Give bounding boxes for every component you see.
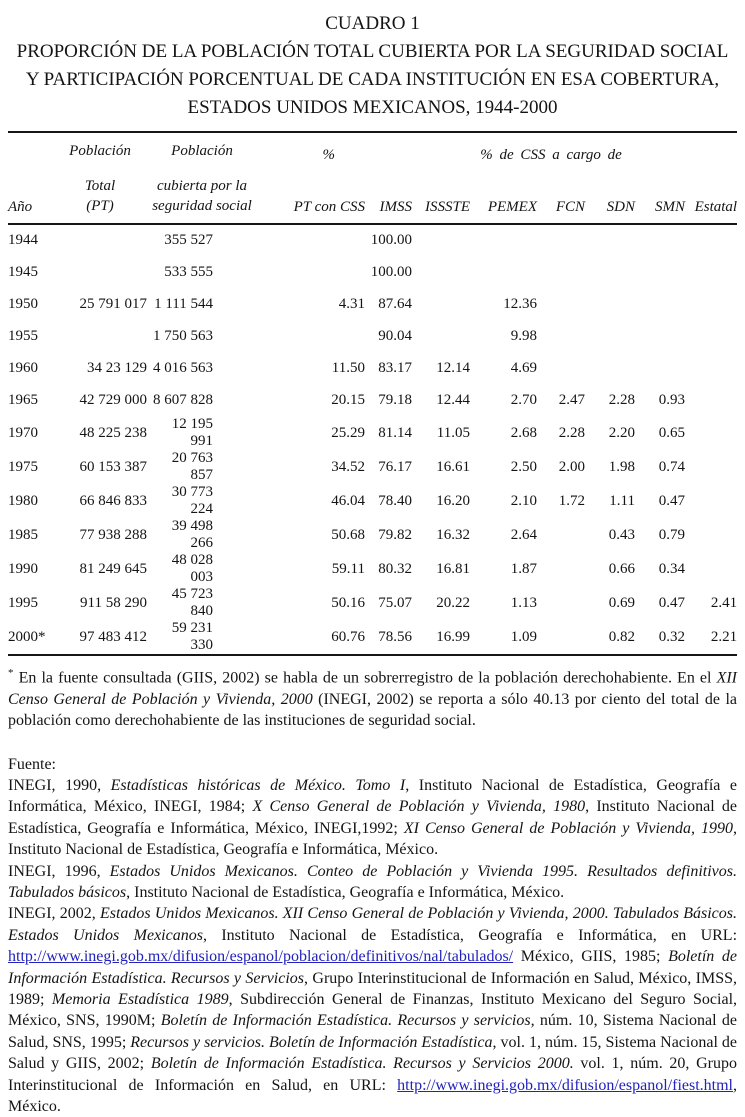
text-run: , Instituto Nacional de Estadística, Geografía e Informática, en URL: <box>202 926 738 944</box>
value-cell: 48 225 238 <box>79 424 147 441</box>
value-cell <box>412 256 470 288</box>
value-cell <box>585 256 635 288</box>
italic-text: XII Censo General de Población y Vivienda, 2000 <box>8 669 737 708</box>
value-cell: 50.16 <box>331 594 365 611</box>
italic-text: Boletín de Información Estadística. Recursos y Servicios 2000. <box>150 1055 574 1073</box>
value-cell: 1.09 <box>510 628 537 645</box>
value-cell: 0.74 <box>658 458 685 475</box>
value-cell: 50.68 <box>331 526 365 543</box>
value-cell: 30 773 224 <box>171 484 213 517</box>
header-row-group <box>8 132 737 188</box>
table-row <box>8 288 737 320</box>
value-cell: 1 111 544 <box>154 295 213 312</box>
value-cell: 75.07 <box>378 594 412 611</box>
year-cell: 1960 <box>8 359 38 376</box>
value-cell <box>537 518 585 552</box>
value-cell: 1.98 <box>608 458 635 475</box>
value-cell <box>635 320 685 352</box>
sources-section <box>8 754 737 1117</box>
value-cell <box>585 352 635 384</box>
value-cell: 59.11 <box>331 560 365 577</box>
value-cell <box>537 320 585 352</box>
sources-label: Fuente: <box>8 755 56 773</box>
group-header-css-a-cargo-de: % de CSS a cargo de <box>480 147 622 163</box>
table-row <box>8 620 737 655</box>
value-cell <box>53 224 147 256</box>
value-cell <box>635 288 685 320</box>
value-cell <box>257 224 365 256</box>
value-cell: 12.14 <box>436 359 470 376</box>
value-cell: 81.14 <box>378 424 412 441</box>
value-cell: 78.40 <box>378 492 412 509</box>
value-cell: 4 016 563 <box>153 359 213 376</box>
value-cell: 83.17 <box>378 359 412 376</box>
text-run: INEGI, 2002, <box>8 905 100 923</box>
value-cell: 77 938 288 <box>79 526 147 543</box>
value-cell <box>537 288 585 320</box>
text-run: , Grupo Interinstitucional de Información en Salud, México, IMSS, 1989; <box>8 969 737 1009</box>
col-header-pemex: PEMEX <box>487 199 537 215</box>
value-cell: 0.32 <box>658 628 685 645</box>
value-cell <box>685 320 737 352</box>
footnote <box>8 663 737 732</box>
value-cell: 911 58 290 <box>80 594 147 611</box>
value-cell: 0.93 <box>658 391 685 408</box>
value-cell: 100.00 <box>370 263 412 280</box>
table-row <box>8 320 737 352</box>
value-cell: 87.64 <box>378 295 412 312</box>
value-cell: 2.28 <box>558 424 585 441</box>
value-cell: 100.00 <box>370 232 412 248</box>
value-cell: 79.18 <box>378 391 412 408</box>
page-title: PROPORCIÓN DE LA POBLACIÓN TOTAL CUBIERTA POR LA SEGURIDAD SOCIAL Y PARTICIPACIÓN PORCENTUAL DE CADA INSTITUCIÓN EN ESA COBERTURA, ESTADOS UNIDOS MEXICANOS, 1944-2000 <box>16 41 729 118</box>
text-run: , México. <box>8 1076 737 1116</box>
text-run: , Instituto Nacional de Estadística, Geografía e Informática, México. <box>126 883 565 901</box>
source-link[interactable]: http://www.inegi.gob.mx/difusion/espanol/fiest.html <box>397 1076 733 1094</box>
value-cell <box>257 320 365 352</box>
value-cell <box>685 256 737 288</box>
value-cell: 90.04 <box>378 327 412 344</box>
value-cell: 4.31 <box>338 295 365 312</box>
source-link[interactable]: http://www.inegi.gob.mx/difusion/espanol/poblacion/definitivos/nal/tabulados/ <box>8 948 514 966</box>
value-cell: 42 729 000 <box>79 391 147 408</box>
col-header-estatal: Estatal <box>694 199 738 215</box>
value-cell <box>685 450 737 484</box>
value-cell: 0.47 <box>658 594 685 611</box>
value-cell: 2.64 <box>510 526 537 543</box>
value-cell <box>257 256 365 288</box>
value-cell: 2.50 <box>510 458 537 475</box>
col-header-percent: % <box>322 147 335 163</box>
value-cell: 2.68 <box>510 424 537 441</box>
col-header-poblacion-cubierta <box>147 132 257 224</box>
value-cell: 45 723 840 <box>171 586 213 619</box>
text-run: INEGI, 1990, <box>8 776 111 794</box>
value-cell: 0.47 <box>658 492 685 509</box>
col-header-issste: ISSSTE <box>425 199 470 215</box>
year-cell: 1970 <box>8 424 38 441</box>
value-cell: 533 555 <box>164 263 213 280</box>
value-cell <box>635 256 685 288</box>
year-cell: 1980 <box>8 492 38 509</box>
table-row <box>8 586 737 620</box>
value-cell: 1.72 <box>558 492 585 509</box>
value-cell <box>470 256 537 288</box>
value-cell: 20 763 857 <box>171 450 213 483</box>
value-cell: 48 028 003 <box>171 552 213 585</box>
col-header-year: Año <box>8 199 33 215</box>
year-cell: 1965 <box>8 391 38 408</box>
text-run: , Subdirección General de Finanzas, Instituto Mexicano del Seguro Social, México, SNS, 1990M; <box>8 991 738 1030</box>
value-cell: 8 607 828 <box>153 391 213 408</box>
text-run: INEGI, 1996, <box>8 862 110 880</box>
italic-text: Boletín de Información Estadística. Recursos y Servicios <box>8 948 737 987</box>
table-row <box>8 484 737 518</box>
value-cell <box>635 352 685 384</box>
col-header-smn: SMN <box>655 199 685 215</box>
value-cell: 97 483 412 <box>79 628 147 645</box>
col-header-line: Total <box>84 178 116 194</box>
value-cell: 16.81 <box>436 560 470 577</box>
col-header-poblacion-total <box>53 132 147 224</box>
value-cell: 1.11 <box>609 492 635 509</box>
value-cell: 39 498 266 <box>171 518 213 551</box>
italic-text: Estados Unidos Mexicanos. Conteo de Población y Vivienda 1995. Resultados definitivos. Tabulados básicos <box>8 862 737 901</box>
italic-text: Memoria Estadística 1989 <box>51 991 229 1009</box>
col-header-line: Población <box>69 143 131 159</box>
value-cell: 11.05 <box>436 424 470 441</box>
text-run: , vol. 1, núm. 15, Sistema Nacional de Salud y GIIS, 2002; <box>8 1033 738 1073</box>
value-cell: 2.70 <box>510 391 537 408</box>
value-cell <box>585 320 635 352</box>
value-cell: 2.21 <box>710 628 738 645</box>
text-run: vol. 1, núm. 20, Grupo Interinstitucional de Información en Salud, en URL: <box>8 1055 738 1094</box>
value-cell: 16.20 <box>436 492 470 509</box>
value-cell: 0.43 <box>608 526 635 543</box>
value-cell <box>537 586 585 620</box>
value-cell <box>635 224 685 256</box>
value-cell <box>685 518 737 552</box>
value-cell: 4.69 <box>510 359 537 376</box>
value-cell: 2.10 <box>510 492 537 509</box>
italic-text: Estadísticas históricas de México. Tomo I <box>110 776 406 794</box>
table-body <box>8 224 737 655</box>
footnote-marker: * <box>8 667 14 679</box>
value-cell <box>685 552 737 586</box>
title-block <box>14 10 731 122</box>
value-cell: 79.82 <box>378 526 412 543</box>
value-cell: 78.56 <box>378 628 412 645</box>
col-header-line: seguridad social <box>152 198 252 214</box>
italic-text: Boletín de Información Estadística. Recursos y servicios, <box>160 1012 535 1030</box>
value-cell: 2.41 <box>710 594 738 611</box>
italic-text: Estados Unidos Mexicanos. XII Censo General de Población y Vivienda, 2000. Tabulados Básicos. Estados Unidos Mexicanos <box>8 905 737 944</box>
year-cell: 1945 <box>8 263 38 280</box>
value-cell <box>685 288 737 320</box>
year-cell: 1990 <box>8 560 38 577</box>
value-cell <box>685 484 737 518</box>
value-cell: 2.47 <box>558 391 585 408</box>
col-header-line: cubierta por la <box>157 178 247 194</box>
value-cell: 25.29 <box>331 424 365 441</box>
text-run: , Instituto Nacional de Estadística, Geografía e Informática, México, INEGI,1992; <box>8 798 738 837</box>
text-run: , Instituto Nacional de Estadística, Geografía e Informática, México. <box>8 819 737 859</box>
col-header-line: Población <box>171 143 233 159</box>
col-header-pt-con-css: PT con CSS <box>293 199 365 215</box>
value-cell: 2.28 <box>608 391 635 408</box>
value-cell <box>412 288 470 320</box>
value-cell: 76.17 <box>378 458 412 475</box>
col-header-line: (PT) <box>86 198 114 214</box>
col-header-imss: IMSS <box>379 199 412 215</box>
value-cell: 66 846 833 <box>79 492 147 509</box>
italic-text: X Censo General de Población y Vivienda, 1980 <box>252 798 586 816</box>
text-run: núm. 10, Sistema Nacional de Salud, SNS, 1995; <box>8 1012 737 1051</box>
value-cell: 355 527 <box>164 232 213 248</box>
value-cell <box>537 256 585 288</box>
value-cell: 0.82 <box>608 628 635 645</box>
year-cell: 2000* <box>8 628 46 645</box>
value-cell <box>685 384 737 416</box>
value-cell: 0.66 <box>608 560 635 577</box>
italic-text: XI Censo General de Población y Vivienda, 1990 <box>403 819 733 837</box>
year-cell: 1975 <box>8 458 38 475</box>
sources-paragraph <box>8 775 737 861</box>
value-cell <box>685 224 737 256</box>
value-cell: 2.20 <box>608 424 635 441</box>
value-cell <box>685 352 737 384</box>
table-row <box>8 224 737 256</box>
coverage-table <box>8 131 737 656</box>
sources-paragraphs <box>8 775 737 1117</box>
value-cell: 46.04 <box>331 492 365 509</box>
value-cell: 16.61 <box>436 458 470 475</box>
value-cell: 1 750 563 <box>153 327 213 344</box>
year-cell: 1985 <box>8 526 38 543</box>
value-cell: 34.52 <box>331 458 365 475</box>
text-run: En la fuente consultada (GIIS, 2002) se habla de un sobrerregistro de la población derechohabiente. En el <box>13 669 717 687</box>
value-cell <box>537 224 585 256</box>
sources-paragraph <box>8 903 737 1117</box>
value-cell: 16.32 <box>436 526 470 543</box>
value-cell <box>585 224 635 256</box>
value-cell: 1.13 <box>510 594 537 611</box>
value-cell: 0.69 <box>608 594 635 611</box>
table-kicker: CUADRO 1 <box>325 13 420 34</box>
value-cell: 20.22 <box>436 594 470 611</box>
value-cell: 34 23 129 <box>87 359 147 376</box>
value-cell <box>537 620 585 655</box>
year-cell: 1955 <box>8 327 38 344</box>
year-cell: 1950 <box>8 295 38 312</box>
value-cell: 60.76 <box>331 628 365 645</box>
table-row <box>8 384 737 416</box>
value-cell: 12 195 991 <box>171 416 213 449</box>
value-cell <box>685 416 737 450</box>
col-header-sdn: SDN <box>606 199 635 215</box>
value-cell: 25 791 017 <box>79 295 147 312</box>
value-cell: 9.98 <box>510 327 537 344</box>
year-cell: 1995 <box>8 594 38 611</box>
value-cell: 59 231 330 <box>171 620 213 653</box>
value-cell: 12.36 <box>503 295 537 312</box>
value-cell <box>412 320 470 352</box>
year-cell: 1944 <box>8 232 38 248</box>
text-run: (INEGI, 2002) se reporta a sólo 40.13 por ciento del total de la población como derechohabiente de las instituciones de seguridad social. <box>8 690 738 730</box>
value-cell: 81 249 645 <box>79 560 147 577</box>
value-cell: 12.44 <box>436 391 470 408</box>
value-cell: 80.32 <box>378 560 412 577</box>
table-row <box>8 352 737 384</box>
value-cell: 0.34 <box>658 560 685 577</box>
value-cell: 0.79 <box>658 526 685 543</box>
table-row <box>8 256 737 288</box>
value-cell <box>470 224 537 256</box>
value-cell: 1.87 <box>510 560 537 577</box>
value-cell: 16.99 <box>436 628 470 645</box>
value-cell <box>537 552 585 586</box>
italic-text: Recursos y servicios. Boletín de Información Estadística <box>130 1033 493 1051</box>
table-header <box>8 132 737 224</box>
value-cell <box>537 352 585 384</box>
text-run: México, GIIS, 1985; <box>513 948 669 966</box>
value-cell <box>53 320 147 352</box>
text-run: , Instituto Nacional de Estadística, Geografía e Informática, México, INEGI, 1984; <box>8 776 737 816</box>
sources-paragraph <box>8 861 737 904</box>
value-cell <box>412 224 470 256</box>
col-header-fcn: FCN <box>555 199 585 215</box>
table-row <box>8 552 737 586</box>
value-cell: 60 153 387 <box>79 458 147 475</box>
value-cell: 2.00 <box>558 458 585 475</box>
value-cell <box>585 288 635 320</box>
value-cell: 20.15 <box>331 391 365 408</box>
table-row <box>8 416 737 450</box>
table-row <box>8 518 737 552</box>
value-cell: 0.65 <box>658 424 685 441</box>
value-cell: 11.50 <box>331 359 365 376</box>
value-cell <box>53 256 147 288</box>
table-row <box>8 450 737 484</box>
